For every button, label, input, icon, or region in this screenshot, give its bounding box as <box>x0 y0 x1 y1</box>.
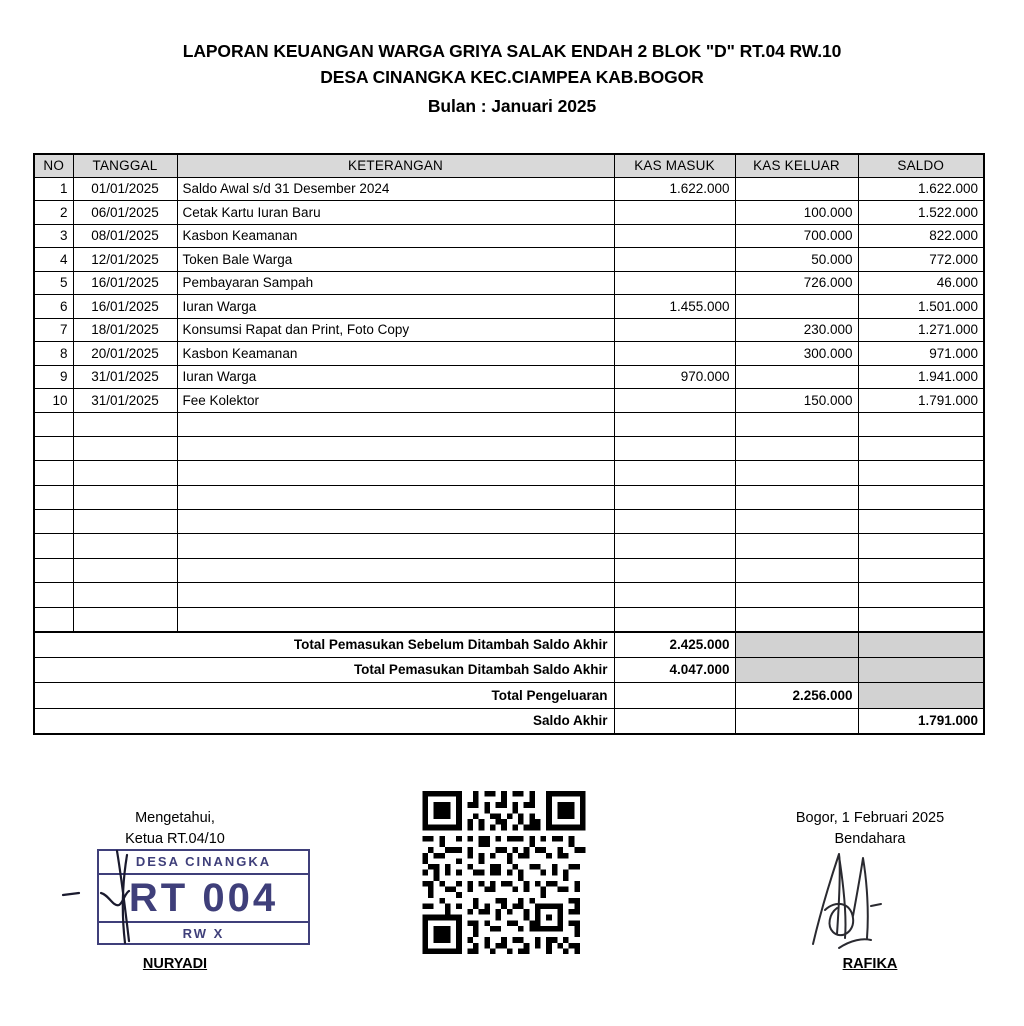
table-row-empty <box>34 558 984 582</box>
cell-empty <box>34 607 73 631</box>
cell-no: 3 <box>34 224 73 248</box>
cell-keterangan: Iuran Warga <box>177 365 614 389</box>
table-row-empty <box>34 485 984 509</box>
cell-empty <box>34 485 73 509</box>
cell-kas-masuk: 1.622.000 <box>614 177 735 201</box>
cell-no: 5 <box>34 271 73 295</box>
summary-kas-keluar <box>735 632 858 658</box>
cell-saldo: 772.000 <box>858 248 984 272</box>
cell-empty <box>73 534 177 558</box>
signer-name-left-wrap <box>30 955 320 973</box>
table-row <box>34 271 984 295</box>
cell-empty <box>73 485 177 509</box>
summary-label: Total Pemasukan Ditambah Saldo Akhir <box>34 657 614 683</box>
summary-saldo <box>858 632 984 658</box>
table-row-empty <box>34 412 984 436</box>
cell-empty <box>177 412 614 436</box>
summary-kas-masuk <box>614 683 735 709</box>
cell-saldo: 971.000 <box>858 342 984 366</box>
cell-empty <box>614 412 735 436</box>
document-title-block <box>0 38 1024 119</box>
table-row-empty <box>34 607 984 631</box>
cell-empty <box>73 412 177 436</box>
cell-kas-keluar: 50.000 <box>735 248 858 272</box>
table-row <box>34 201 984 225</box>
cell-empty <box>73 461 177 485</box>
summary-kas-masuk: 4.047.000 <box>614 657 735 683</box>
cell-kas-keluar: 300.000 <box>735 342 858 366</box>
cell-kas-keluar <box>735 177 858 201</box>
ledger-table <box>33 153 985 735</box>
table-header <box>34 154 984 177</box>
table-row-empty <box>34 461 984 485</box>
cell-empty <box>735 558 858 582</box>
cell-no: 6 <box>34 295 73 319</box>
cell-empty <box>614 583 735 607</box>
cell-empty <box>34 461 73 485</box>
summary-saldo <box>858 657 984 683</box>
cell-tanggal: 31/01/2025 <box>73 365 177 389</box>
cell-empty <box>177 583 614 607</box>
cell-empty <box>34 510 73 534</box>
stamp-rw-number: RW X <box>99 921 308 945</box>
cell-keterangan: Iuran Warga <box>177 295 614 319</box>
page-title-period: Bulan : Januari 2025 <box>427 96 597 116</box>
cell-saldo: 46.000 <box>858 271 984 295</box>
cell-empty <box>735 436 858 460</box>
summary-kas-keluar <box>735 708 858 734</box>
cell-empty <box>858 412 984 436</box>
cell-no: 9 <box>34 365 73 389</box>
cell-empty <box>735 534 858 558</box>
cell-no: 8 <box>34 342 73 366</box>
summary-label: Saldo Akhir <box>34 708 614 734</box>
cell-kas-masuk <box>614 224 735 248</box>
cell-saldo: 822.000 <box>858 224 984 248</box>
ledger-table-wrapper <box>33 153 985 735</box>
table-row-empty <box>34 510 984 534</box>
cell-empty <box>735 510 858 534</box>
official-stamp <box>97 849 310 945</box>
column-header-saldo: SALDO <box>858 154 984 177</box>
cell-tanggal: 08/01/2025 <box>73 224 177 248</box>
qr-code <box>421 791 587 954</box>
cell-empty <box>177 485 614 509</box>
cell-saldo: 1.501.000 <box>858 295 984 319</box>
cell-no: 10 <box>34 389 73 413</box>
signature-left-line-1: Mengetahui, <box>135 810 215 826</box>
cell-empty <box>614 607 735 631</box>
cell-tanggal: 18/01/2025 <box>73 318 177 342</box>
column-header-keterangan: KETERANGAN <box>177 154 614 177</box>
cell-kas-keluar: 700.000 <box>735 224 858 248</box>
signature-block-right <box>735 808 1005 850</box>
signature-right-line-1: Bogor, 1 Februari 2025 <box>795 810 945 826</box>
summary-row <box>34 708 984 734</box>
cell-empty <box>73 510 177 534</box>
cell-tanggal: 01/01/2025 <box>73 177 177 201</box>
cell-empty <box>858 436 984 460</box>
cell-keterangan: Pembayaran Sampah <box>177 271 614 295</box>
cell-empty <box>177 558 614 582</box>
cell-empty <box>34 436 73 460</box>
cell-tanggal: 20/01/2025 <box>73 342 177 366</box>
cell-kas-masuk <box>614 201 735 225</box>
cell-empty <box>177 534 614 558</box>
table-body <box>34 177 984 734</box>
column-header-kas-masuk: KAS MASUK <box>614 154 735 177</box>
summary-label: Total Pengeluaran <box>34 683 614 709</box>
column-header-kas-keluar: KAS KELUAR <box>735 154 858 177</box>
cell-empty <box>614 510 735 534</box>
cell-empty <box>735 412 858 436</box>
cell-empty <box>735 461 858 485</box>
cell-saldo: 1.522.000 <box>858 201 984 225</box>
qr-code-graphic <box>421 791 587 954</box>
page-title-line-1: LAPORAN KEUANGAN WARGA GRIYA SALAK ENDAH 2 BLOK "D" RT.04 RW.10 <box>182 41 842 61</box>
cell-kas-keluar <box>735 365 858 389</box>
cell-empty <box>858 558 984 582</box>
cell-keterangan: Kasbon Keamanan <box>177 342 614 366</box>
summary-kas-keluar <box>735 657 858 683</box>
cell-saldo: 1.791.000 <box>858 389 984 413</box>
summary-kas-masuk: 2.425.000 <box>614 632 735 658</box>
cell-empty <box>34 412 73 436</box>
summary-label: Total Pemasukan Sebelum Ditambah Saldo Akhir <box>34 632 614 658</box>
cell-empty <box>858 583 984 607</box>
summary-row <box>34 657 984 683</box>
signer-name-right-wrap <box>735 955 1005 973</box>
cell-kas-masuk: 970.000 <box>614 365 735 389</box>
cell-empty <box>73 607 177 631</box>
summary-saldo: 1.791.000 <box>858 708 984 734</box>
cell-empty <box>614 534 735 558</box>
table-row <box>34 224 984 248</box>
table-row <box>34 248 984 272</box>
table-row-empty <box>34 436 984 460</box>
signature-right-line-2: Bendahara <box>834 831 906 847</box>
cell-empty <box>177 436 614 460</box>
cell-tanggal: 12/01/2025 <box>73 248 177 272</box>
signature-block-left <box>30 808 320 850</box>
cell-kas-masuk <box>614 271 735 295</box>
cell-kas-masuk <box>614 248 735 272</box>
cell-empty <box>177 510 614 534</box>
cell-tanggal: 16/01/2025 <box>73 271 177 295</box>
cell-empty <box>34 534 73 558</box>
cell-empty <box>614 485 735 509</box>
cell-kas-keluar: 150.000 <box>735 389 858 413</box>
cell-keterangan: Cetak Kartu Iuran Baru <box>177 201 614 225</box>
cell-empty <box>614 436 735 460</box>
summary-kas-keluar: 2.256.000 <box>735 683 858 709</box>
table-row <box>34 389 984 413</box>
cell-empty <box>34 583 73 607</box>
cell-empty <box>858 607 984 631</box>
table-row <box>34 177 984 201</box>
column-header-no: NO <box>34 154 73 177</box>
cell-kas-masuk: 1.455.000 <box>614 295 735 319</box>
cell-tanggal: 06/01/2025 <box>73 201 177 225</box>
stamp-rt-number: RT 004 <box>128 876 279 920</box>
cell-saldo: 1.622.000 <box>858 177 984 201</box>
cell-empty <box>177 607 614 631</box>
table-row <box>34 318 984 342</box>
cell-empty <box>34 558 73 582</box>
stamp-village-name: DESA CINANGKA <box>99 851 308 875</box>
column-header-tanggal: TANGGAL <box>73 154 177 177</box>
cell-empty <box>858 485 984 509</box>
cell-empty <box>858 534 984 558</box>
cell-empty <box>73 436 177 460</box>
summary-kas-masuk <box>614 708 735 734</box>
cell-no: 2 <box>34 201 73 225</box>
signature-left-line-2: Ketua RT.04/10 <box>125 831 225 847</box>
table-header-row <box>34 154 984 177</box>
cell-no: 1 <box>34 177 73 201</box>
cell-kas-keluar <box>735 295 858 319</box>
cell-kas-keluar: 100.000 <box>735 201 858 225</box>
cell-kas-masuk <box>614 389 735 413</box>
cell-kas-masuk <box>614 318 735 342</box>
cell-keterangan: Saldo Awal s/d 31 Desember 2024 <box>177 177 614 201</box>
cell-empty <box>614 558 735 582</box>
cell-empty <box>735 583 858 607</box>
table-row <box>34 342 984 366</box>
cell-kas-keluar: 230.000 <box>735 318 858 342</box>
cell-empty <box>177 461 614 485</box>
cell-no: 4 <box>34 248 73 272</box>
summary-saldo <box>858 683 984 709</box>
cell-saldo: 1.271.000 <box>858 318 984 342</box>
summary-row <box>34 683 984 709</box>
cell-keterangan: Kasbon Keamanan <box>177 224 614 248</box>
cell-empty <box>73 583 177 607</box>
cell-empty <box>73 558 177 582</box>
table-row-empty <box>34 534 984 558</box>
cell-keterangan: Fee Kolektor <box>177 389 614 413</box>
cell-empty <box>735 485 858 509</box>
table-row-empty <box>34 583 984 607</box>
signer-name-left: NURYADI <box>142 956 208 972</box>
cell-empty <box>735 607 858 631</box>
table-row <box>34 295 984 319</box>
cell-empty <box>614 461 735 485</box>
cell-tanggal: 16/01/2025 <box>73 295 177 319</box>
cell-kas-keluar: 726.000 <box>735 271 858 295</box>
cell-kas-masuk <box>614 342 735 366</box>
summary-row <box>34 632 984 658</box>
cell-keterangan: Token Bale Warga <box>177 248 614 272</box>
cell-tanggal: 31/01/2025 <box>73 389 177 413</box>
signer-name-right: RAFIKA <box>842 956 898 972</box>
cell-empty <box>858 510 984 534</box>
cell-saldo: 1.941.000 <box>858 365 984 389</box>
cell-keterangan: Konsumsi Rapat dan Print, Foto Copy <box>177 318 614 342</box>
page-title-line-2: DESA CINANGKA KEC.CIAMPEA KAB.BOGOR <box>320 67 704 87</box>
cell-no: 7 <box>34 318 73 342</box>
table-row <box>34 365 984 389</box>
cell-empty <box>858 461 984 485</box>
